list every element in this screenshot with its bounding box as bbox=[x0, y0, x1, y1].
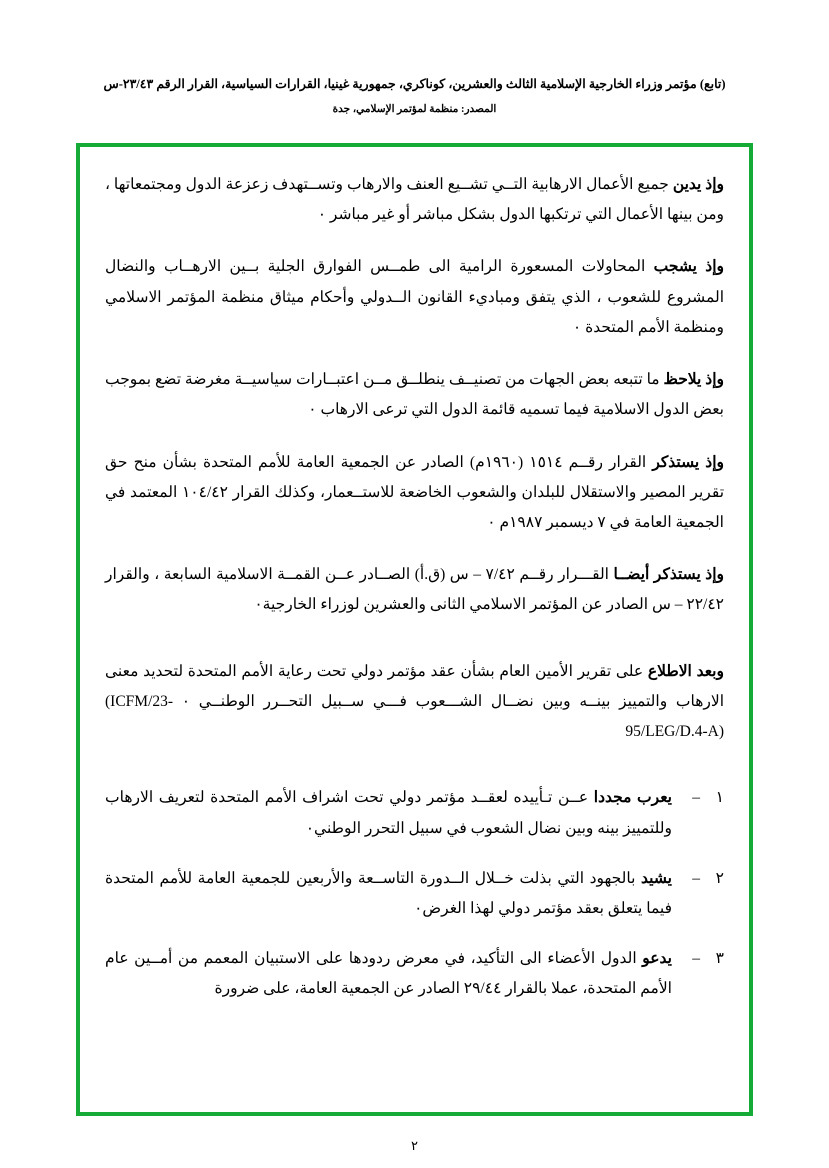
item-body bbox=[105, 783, 678, 843]
item-number: ١ bbox=[715, 789, 724, 807]
item-dash: – bbox=[692, 789, 700, 807]
numbered-item bbox=[105, 944, 724, 1004]
page-footer bbox=[0, 1138, 829, 1154]
paragraph-condemn bbox=[105, 170, 724, 230]
list-spacer bbox=[105, 769, 724, 783]
item-lead: يدعو bbox=[642, 950, 672, 968]
paragraph-spacer bbox=[105, 643, 724, 657]
paragraph-text: المحاولات المسعورة الرامية الى طمــس الفوارق الجلية بــين الارهــاب والنضال المشروع للشعوب ، الذي يتفق ومباديء القانون الــدولي وأحكام ميثاق منظمة المؤتمر الاسلامي ومنظمة الأمم المتحدة ٠ bbox=[105, 258, 724, 336]
header-title-line: (تابع) مؤتمر وزراء الخارجية الإسلامية الثالث والعشرين، كوناكري، جمهورية غينيا، القرارات السياسية، القرار الرقم ٢٣/٤٣-س bbox=[103, 77, 726, 91]
paragraph-lead: وبعد الاطلاع bbox=[647, 662, 724, 680]
document-body bbox=[105, 170, 724, 1093]
paragraph-deplore bbox=[105, 252, 724, 343]
item-body bbox=[105, 864, 678, 924]
item-number: ٢ bbox=[715, 869, 724, 887]
item-lead: يشيد bbox=[641, 869, 672, 887]
page-number: ٢ bbox=[411, 1138, 418, 1153]
paragraph-lead: وإذ يستذكر bbox=[652, 453, 724, 471]
numbered-item bbox=[105, 783, 724, 843]
paragraph-notes bbox=[105, 365, 724, 425]
numbered-item bbox=[105, 864, 724, 924]
item-text: بالجهود التي بذلت خــلال الــدورة التاســعة والأربعين للجمعية العامة للأمم المتحدة فيما يتعلق بعقد مؤتمر دولي لهذا الغرض٠ bbox=[105, 869, 672, 917]
paragraph-text: ما تتبعه بعض الجهات من تصنيــف ينطلــق مــن اعتبــارات سياسيــة مغرضة تضع بموجب بعض الدول الاسلامية فيما تسميه قائمة الدول التي ترعى الارهاب ٠ bbox=[105, 371, 724, 419]
header-source-line: المصدر: منظمة لمؤتمر الإسلامي، جدة bbox=[332, 103, 497, 115]
paragraph-recalls-also bbox=[105, 560, 724, 620]
paragraph-having-considered bbox=[105, 657, 724, 748]
paragraph-text: على تقرير الأمين العام بشأن عقد مؤتمر دولي تحت رعاية الأمم المتحدة لتحديد معنى الارهاب والتمييز بينــه وبين نضــال الشـــعوب فـــي ســبيل التحــرر الوطنــي ٠ bbox=[105, 662, 724, 710]
paragraph-recalls bbox=[105, 448, 724, 539]
paragraph-text: جميع الأعمال الارهابية التــي تشــيع العنف والارهاب وتســتهدف زعزعة الدول ومجتمعاتها ، ومن بينها الأعمال التي ترتكبها الدول بشكل مباشر أو غير مباشر ٠ bbox=[105, 176, 724, 224]
item-dash: – bbox=[692, 869, 700, 887]
item-text: عــن تـأييده لعقــد مؤتمر دولي تحت اشراف الأمم المتحدة لتعريف الارهاب وللتمييز بينه وبين نضال الشعوب في سبيل التحرر الوطني٠ bbox=[105, 789, 672, 837]
paragraph-text: القرار رقــم ١٥١٤ (١٩٦٠م) الصادر عن الجمعية العامة للأمم المتحدة بشأن منح حق تقرير المصير والاستقلال للبلدان والشعوب الخاضعة للاستــعمار، وكذلك القرار ١٠٤/٤٢ المعتمد في الجمعية العامة في ٧ ديسمبر ١٩٨٧م ٠ bbox=[105, 453, 725, 531]
item-lead: يعرب مجددا bbox=[593, 789, 672, 807]
item-number: ٣ bbox=[715, 950, 724, 968]
paragraph-lead: وإذ يدين bbox=[672, 176, 724, 193]
item-dash: – bbox=[692, 950, 700, 968]
paragraph-lead: وإذ يلاحظ bbox=[663, 371, 724, 389]
item-body bbox=[105, 944, 678, 1004]
item-text: الدول الأعضاء الى التأكيد، في معرض ردودها على الاستبيان المعمم من أمــين عام الأمم المتحدة، عملا بالقرار ٢٩/٤٤ الصادر عن الجمعية العامة، على ضرورة bbox=[105, 950, 672, 998]
document-reference-code: (ICFM/23-95/LEG/D.4-A) bbox=[105, 692, 724, 741]
paragraph-text: القـــرار رقــم ٧/٤٢ – س (ق.أ) الصــادر عــن القمــة الاسلامية السابعة ، والقرار ٢٢/٤٢ – س الصادر عن المؤتمر الاسلامي الثانى والعشرين لوزراء الخارجية٠ bbox=[105, 566, 724, 614]
page-header bbox=[0, 0, 829, 115]
paragraph-lead: وإذ يشجب bbox=[653, 258, 724, 276]
paragraph-lead: وإذ يستذكر أيضــا bbox=[613, 566, 724, 584]
